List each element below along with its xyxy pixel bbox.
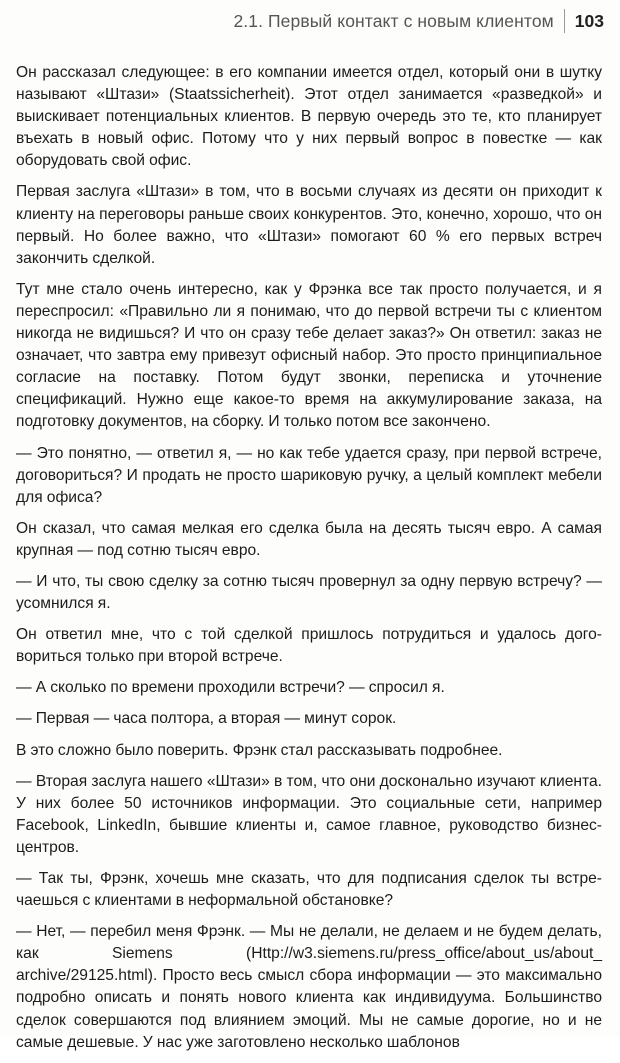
paragraph: В это сложно было поверить. Фрэнк стал рассказывать подробнее. [16,741,503,759]
page-number: 103 [574,10,604,31]
header-divider [564,9,565,33]
paragraph: — Это понятно, — ответил я, — но как тебе удается сразу, при первой встрече, договориться? И продать не просто шариковую ручку, а целый комплект мебели для офиса? [16,444,602,506]
chapter-title: 2.1. Первый контакт с новым клиентом [233,10,554,31]
paragraph: Он ответил мне, что с той сделкой пришлось потрудиться и удалось договориться только при второй встрече. [16,626,602,666]
paragraph: — А сколько по времени проходили встречи? — спросил я. [16,679,445,697]
paragraph: — Так ты, Фрэнк, хочешь мне сказать, что для подписания сделок ты встречаешься с клиентами в неформальной обстановке? [16,870,602,910]
paragraph: Тут мне стало очень интересно, как у Фрэнка все так просто получается, и я переспросил: «Правильно ли я понимаю, что до первой встречи ты с клиентом никогда не видишься? И что он сразу тебе делает заказ?» Он ответил: заказ не означает, что завтра ему привезут офисный набор. Это просто принципиальное согласие на поставку. Потом будут звонки, переписка и уточнение спецификаций. Нужно еще какое-то время на аккумулирование заказа, на подготовку документов, на сборку. И только потом все закончено. [16,280,602,431]
paragraph: Он сказал, что самая мелкая его сделка была на десять тысяч евро. А самая крупная — под сотню тысяч евро. [16,519,602,559]
paragraph: — И что, ты свою сделку за сотню тысяч провернул за одну первую встречу? — усомнился я. [16,572,602,613]
paragraph: — Вторая заслуга нашего «Штази» в том, что они досконально изучают клиента. У них более 50 источников информации. Это социальные сети, например Facebook, LinkedIn, бывшие клиенты и, самое главное, руководство бизнес-центров. [16,772,602,856]
paragraph: Первая заслуга «Штази» в том, что в восьми случаях из десяти он приходит к клиенту на переговоры раньше своих конкурентов. Это, конечно, хорошо, что он первый. Но более важно, что «Штази» помогают 60 % его первых встреч закончить сделкой. [16,183,602,267]
paragraph: Он рассказал следующее: в его компании имеется отдел, который они в шутку называют «Штази» (Staatssicherheit). Этот отдел занимается «разведкой» и выискивает потенциальных клиентов. В первую очередь это те, кто планирует въехать в новый офис. Потому что у них первый вопрос в повестке — как оборудовать свой офис. [16,64,602,170]
running-head [0,6,620,36]
paragraph: — Первая — часа полтора, а вторая — минут сорок. [16,710,397,728]
paragraph: — Нет, — перебил меня Фрэнк. — Мы не делали, не делаем и не будем делать, как Siemens (Http://w3.siemens.ru/press_office/about_us/about_ archive/29125.html). Просто весь смысл сбора информации — это максимально подробно описать и понять нового клиента как индивидуума. Большинство сделок совершаются под влиянием эмоций. Мы не самые дорогие, но и не самые дешевые. У нас уже заготовлено несколько шаблонов [16,923,602,1051]
body-text [16,62,602,1063]
